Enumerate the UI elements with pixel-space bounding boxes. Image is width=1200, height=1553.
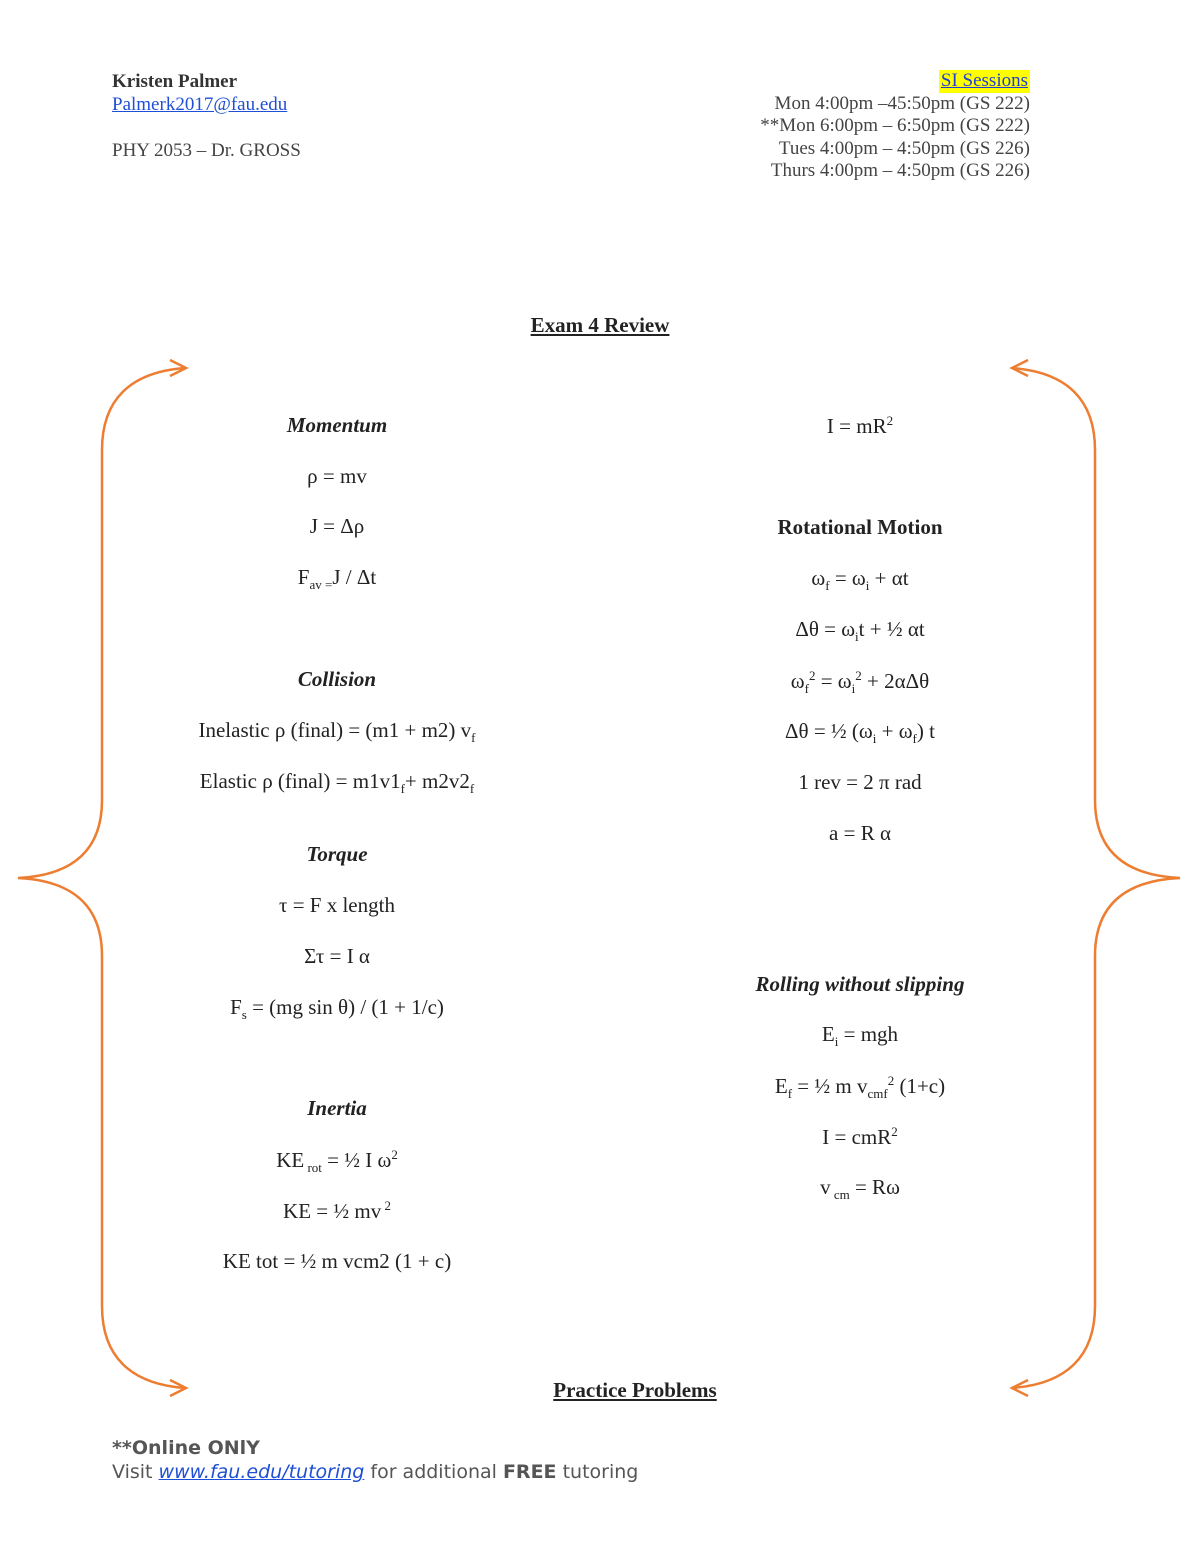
momentum-heading: Momentum — [286, 413, 388, 437]
session-3: Tues 4:00pm – 4:50pm (GS 226) — [778, 137, 1030, 159]
session-1: Mon 4:00pm –45:50pm (GS 222) — [774, 92, 1030, 114]
page-title: Exam 4 Review — [530, 313, 670, 337]
torque-eq-1: τ = F x length — [279, 893, 395, 917]
momentum-eq-3: $F_{av =}J$ / Δt — [297, 565, 377, 593]
online-only-note: **Online ONlY — [112, 1437, 260, 1459]
rotational-heading: Rotational Motion — [777, 515, 943, 539]
rotational-eq-5: 1 rev = 2 π rad — [798, 770, 922, 794]
rotational-eq-1: $\omega_f = \omega_i + \alpha t$ — [811, 566, 909, 594]
tutoring-line: Visit www.fau.edu/tutoring for additional FREE tutoring — [112, 1461, 639, 1483]
footer — [112, 1436, 638, 1484]
email-link[interactable]: Palmerk2017@fau.edu — [112, 94, 288, 115]
collision-inelastic: Inelastic ρ (final) = (m1 + m2) $v_f$ — [198, 718, 476, 746]
inertia-heading: Inertia — [307, 1096, 367, 1120]
torque-eq-2: Στ = I α — [304, 944, 370, 968]
inertia-eq-3: KE tot = ½ m vcm2 (1 + c) — [222, 1249, 452, 1273]
momentum-eq-2: J = Δρ — [309, 514, 365, 538]
si-sessions-title: SI Sessions — [940, 70, 1028, 91]
right-column — [660, 0, 1060, 1553]
rolling-eq-1: $E_i$ = mgh — [821, 1022, 899, 1050]
torque-eq-3: $F_s = (mg$ sin θ) / (1 + 1/c) — [230, 995, 444, 1023]
rotational-eq-6: a = R α — [829, 821, 891, 845]
rolling-heading: Rolling without slipping — [755, 972, 965, 996]
author-name: Kristen Palmer — [112, 71, 238, 92]
rolling-eq-2: $E_f$ = ½ m $v_{cmf}^2$ (1+c) — [774, 1073, 946, 1102]
rotational-eq-2: $\Delta\theta = \omega_it$ + ½ αt — [795, 617, 925, 645]
session-2: **Mon 6:00pm – 6:50pm (GS 222) — [760, 115, 1030, 137]
session-4: Thurs 4:00pm – 4:50pm (GS 226) — [770, 160, 1030, 182]
practice-problems-heading: Practice Problems — [553, 1378, 717, 1402]
rolling-eq-4: v $_{cm}$ = Rω — [820, 1175, 900, 1203]
collision-elastic: Elastic ρ (final) = $m1v1_f+ m2v2_f$ — [199, 769, 475, 797]
course-label: PHY 2053 – Dr. GROSS — [112, 140, 301, 161]
collision-heading: Collision — [297, 667, 377, 691]
torque-heading: Torque — [306, 842, 368, 866]
rotational-eq-3: $\omega_f^2 = \omega_i^2 + 2\alpha\Delta\theta$ — [790, 668, 930, 697]
momentum-eq-1: ρ = mv — [307, 464, 367, 488]
tutoring-link[interactable]: www.fau.edu/tutoring — [158, 1461, 365, 1483]
inertia-eq-2: KE = ½ mv $^2$ — [283, 1198, 391, 1223]
rotational-eq-4: Δθ = ½ $(\omega_i + \omega_f)$ t — [785, 719, 935, 747]
inertia-ring-eq: $I = mR^2$ — [826, 413, 894, 438]
left-column — [137, 0, 537, 1553]
rolling-eq-3: I = cmR$^2$ — [822, 1124, 898, 1149]
inertia-eq-1: KE $_{rot}$ = ½ I $\omega^2$ — [276, 1147, 398, 1176]
